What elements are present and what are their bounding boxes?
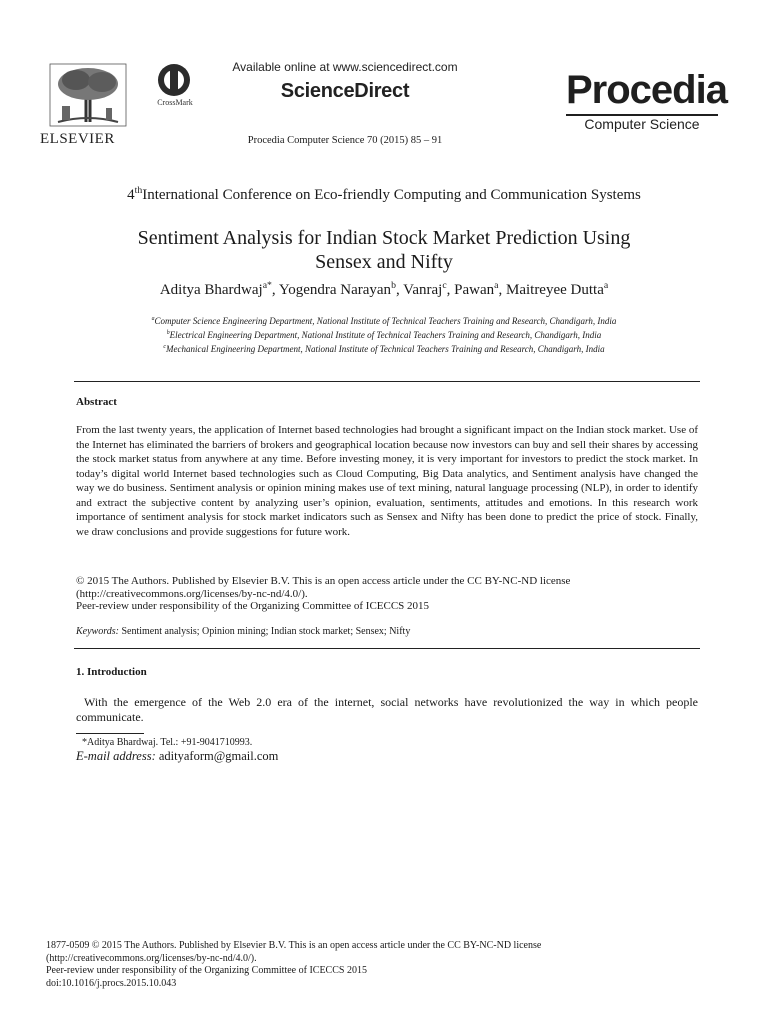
introduction-text: With the emergence of the Web 2.0 era of the internet, social networks have revolutionized the way in which people communicate. (76, 695, 698, 724)
paper-title-line: Sensex and Nifty (315, 251, 453, 273)
keywords-bottom-rule (74, 648, 700, 649)
copyright-block (76, 575, 698, 613)
footer-copyright: 1877-0509 © 2015 The Authors. Published by Elsevier B.V. This is an open access article under the CC BY-NC-ND license (46, 940, 542, 951)
page-footer (46, 940, 726, 990)
keywords-label: Keywords: (76, 626, 119, 637)
copyright-line: © 2015 The Authors. Published by Elsevier B.V. This is an open access article under the CC BY-NC-ND license (76, 575, 571, 587)
footer-doi[interactable]: doi:10.1016/j.procs.2015.10.043 (46, 977, 177, 989)
journal-reference: Procedia Computer Science 70 (2015) 85 – 91 (247, 135, 443, 146)
conference-name: 4thInternational Conference on Eco-friendly Computing and Communication Systems (127, 185, 641, 203)
elsevier-tree-logo (48, 62, 128, 128)
author-list (40, 282, 728, 299)
peer-review-note: Peer-review under responsibility of the Organizing Committee of ICECCS 2015 (76, 600, 430, 612)
footer-license-link[interactable]: (http://creativecommons.org/licenses/by-nc-nd/4.0/). (46, 952, 257, 964)
email-line (76, 749, 278, 764)
elsevier-wordmark: ELSEVIER (40, 131, 115, 147)
available-online-text[interactable]: Available online at www.sciencedirect.com (232, 60, 458, 74)
crossmark-label: CrossMark (157, 98, 193, 107)
author: Vanraj$^c$, (403, 280, 455, 298)
sciencedirect-wordmark: ScienceDirect (280, 80, 410, 102)
paper-title (40, 226, 728, 274)
email-address[interactable]: adityaform@gmail.com (155, 749, 279, 763)
corresponding-author-footnote: *Aditya Bhardwaj. Tel.: +91-9041710993. (82, 737, 253, 748)
keywords-line (76, 626, 698, 637)
footnote-rule (76, 733, 144, 734)
footer-peer-review: Peer-review under responsibility of the Organizing Committee of ICECCS 2015 (46, 965, 367, 976)
author: Maitreyee Dutta$^a$ (505, 280, 609, 298)
affiliation: $^c$Mechanical Engineering Department, National Institute of Technical Teachers Training and Research, Chandigarh, India (163, 344, 605, 354)
author: Yogendra Narayan$^b$, (278, 280, 404, 298)
procedia-subtitle: Computer Science (584, 116, 700, 132)
abstract-heading: Abstract (76, 396, 117, 408)
affiliation-list (40, 314, 728, 356)
author: Aditya Bhardwaj$^{a*}$, (159, 280, 279, 298)
paper-title-line: Sentiment Analysis for Indian Stock Market Prediction Using (137, 227, 631, 249)
email-label: E-mail address: (76, 749, 156, 763)
affiliation: $^a$Computer Science Engineering Department, National Institute of Technical Teachers Training and Research, Chandigarh, India (151, 316, 617, 326)
keywords-text: Sentiment analysis; Opinion mining; Indian stock market; Sensex; Nifty (118, 626, 411, 637)
procedia-wordmark: Procedia (566, 68, 727, 112)
affiliation: $^b$Electrical Engineering Department, National Institute of Technical Teachers Training and Research, Chandigarh, India (166, 330, 602, 340)
abstract-top-rule (74, 381, 700, 382)
section-heading-introduction: 1. Introduction (76, 666, 147, 678)
license-link[interactable]: (http://creativecommons.org/licenses/by-nc-nd/4.0/). (76, 587, 308, 600)
author: Pawan$^a$, (454, 280, 506, 298)
abstract-text: From the last twenty years, the application of Internet based technologies had brought a significant impact on the Indian stock market. Use of the Internet has eliminated the barriers of brokers and geographical location because now investors can buy and sell their shares by accessing the stock market status from anywhere at any time. Before investing money, it is very important for investors to predict the stock market. In today’s digital world Internet based technologies such as Cloud Computing, Big Data analytics, and Sentiment analysis have changed the way we do business. Sentiment analysis or opinion mining makes use of text mining, natural language processing (NLP), in order to identify and extract the subjective content by analyzing user’s opinion, evaluation, sentiments, attitudes and emotions. In this research work importance of sentiment analysis for stock market indicators such as Sensex and Nifty has been done to predict the price of stock. Finally, we draw conclusions and provide suggestions for future work. (76, 424, 698, 538)
crossmark-icon[interactable] (156, 62, 192, 98)
